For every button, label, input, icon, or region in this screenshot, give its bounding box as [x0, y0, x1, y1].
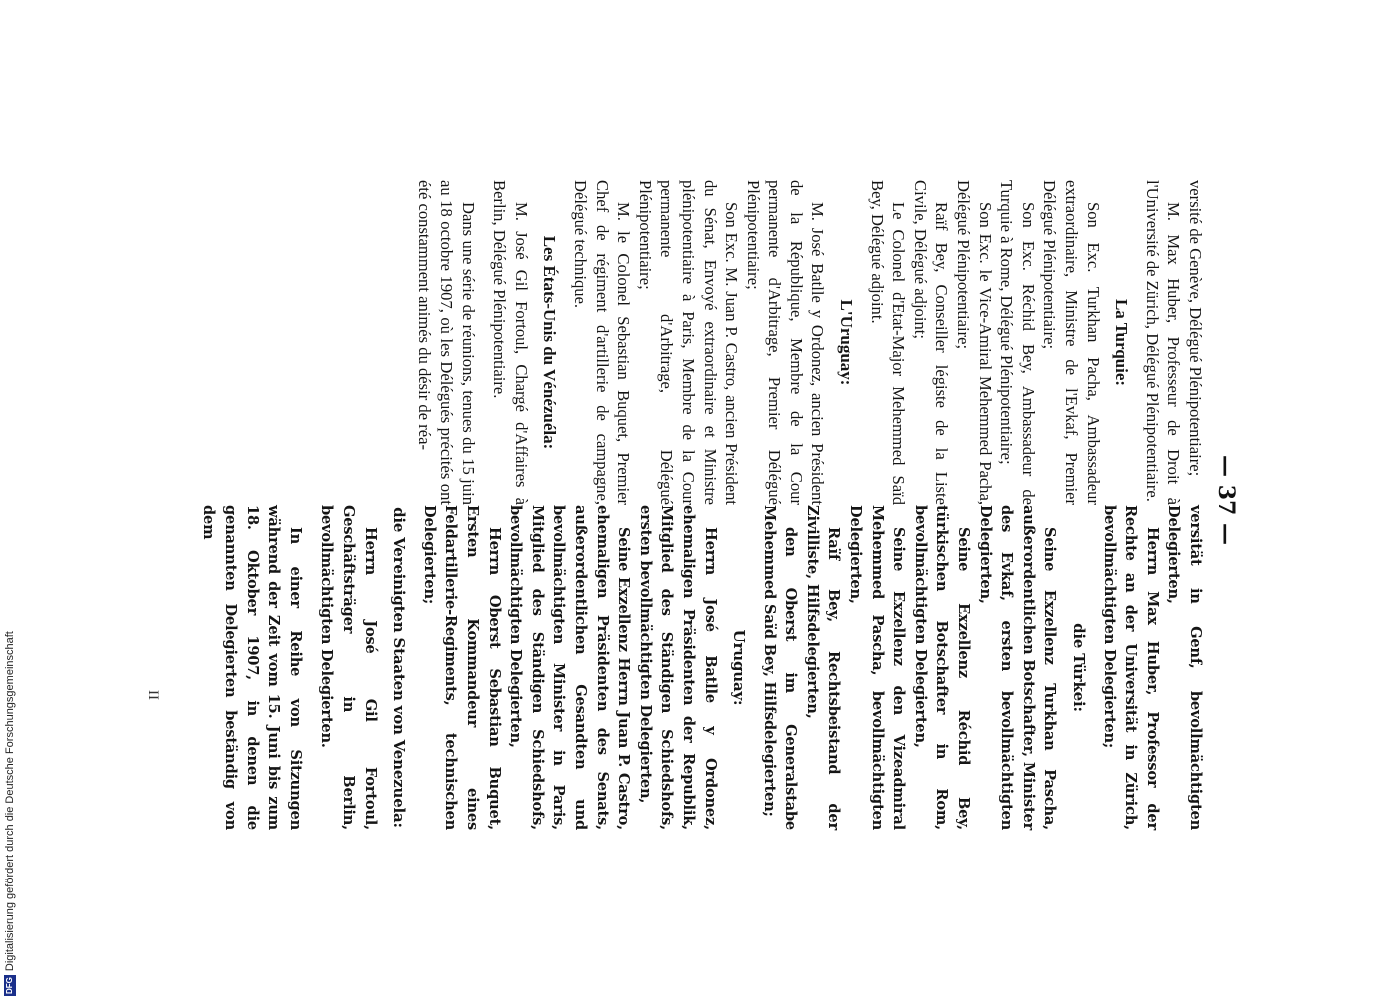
paragraph: Son Exc. le Vice-Amiral Mehemmed Pacha, Délégué Plénipotentiaire; [954, 180, 995, 505]
german-column [198, 505, 1206, 830]
paragraph: Seine Exzellenz Herrn Juan P. Castro, ehemaligen Präsidenten des Senats, außerordentlichen Gesandten und bevollmächtigten Minister in Paris, Mitglied des Ständigen Schiedshofs, bevollmächtigten Delegierten, [507, 505, 633, 830]
paragraph: Raïf Bey, Conseiller légiste de la Liste Civile, Délégué adjoint; [910, 180, 952, 505]
section-heading-venezuela: die Vereinigten Staaten von Venezuela: [390, 507, 409, 828]
paragraph: versität in Genf, bevollmächtigten Delegierten, [1165, 505, 1204, 830]
paragraph: Seine Exzellenz Réchid Bey, türkischen Botschafter in Rom, bevollmächtigten Delegierten, [911, 505, 973, 830]
page-number: — 37 — [1213, 455, 1239, 545]
paragraph: Son Exc. Turkhan Pacha, Ambassadeur extraordinaire, Ministre de l'Evkaf, Premier Délégué Plénipotentiaire; [1040, 180, 1103, 505]
paragraph: M. le Colonel Sebastian Buquet, Premier Chef de régiment d'artillerie de campagne, Délégué technique. [570, 180, 634, 505]
section-heading-turkei: die Türkei: [1070, 623, 1089, 712]
paragraph: versité de Genève, Délégué Plénipotentiaire; [1186, 180, 1205, 477]
paragraph: Herrn José Gil Fortoul, Geschäftsträger in Berlin, bevollmächtigten Delegierten. [318, 505, 379, 830]
paragraph: Seine Exzellenz Turkhan Pascha, außerordentlichen Botschafter, Minister des Evkaf, ersten bevollmächtigten Delegierten, [976, 505, 1059, 831]
paragraph: Son Exc. M. Juan P. Castro, ancien Président du Sénat, Envoyé extraordinaire et Ministre plénipotentiaire à Paris, Membre de la Cour permanente d'Arbitrage, Délégué Plénipotentiaire; [635, 180, 742, 505]
paragraph: Herrn Max Huber, Professor der Rechte an der Universität in Zürich, bevollmächtigten Delegierten; [1100, 505, 1161, 830]
paragraph: M. José Batlle y Ordonez, ancien Président de la République, Membre de la Cour permanente d'Arbitrage, Premier Délégué Plénipotentiaire; [743, 180, 828, 505]
paragraph: M. José Gil Fortoul, Chargé d'Affaires à Berlin, Délégué Plénipotentiaire. [490, 180, 531, 505]
paragraph: Dans une série de réunions, tenues du 15 juin au 18 octobre 1907, où les Délégués précités ont été constamment animés du désir de réa- [415, 180, 478, 505]
paragraph: Herrn José Batlle y Ordonez, ehemaligen Präsidenten der Republik, Mitglied des Ständigen Schiedshofs, ersten bevollmächtigten Delegierten, [636, 505, 719, 830]
paragraph: In einer Reihe von Sitzungen während der Zeit vom 15. Juni bis zum 18. Oktober 1907, in denen die genannten Delegierten beständig von dem [200, 505, 304, 830]
paragraph: M. Max Huber, Professeur de Droit à l'Université de Zürich, Délégué Plénipotentiaire. [1142, 180, 1184, 505]
paragraph: Seine Exzellenz den Vizeadmiral Mehemmed Pascha, bevollmächtigten Delegierten, [847, 505, 908, 830]
french-column [414, 180, 1206, 505]
section-heading-venezuela: Les États-Unis du Vénézuéla: [540, 235, 560, 450]
paragraph: Le Colonel d'Etat-Major Mehemmed Saïd Bey, Délégué adjoint. [867, 180, 909, 505]
footer-text: Digitalisierung gefördert durch die Deutsche Forschungsgemeinschaft [4, 631, 16, 972]
digitization-footer [4, 631, 16, 996]
section-heading-turquie: La Turquie: [1112, 298, 1132, 387]
signature-mark: II [145, 690, 161, 700]
paragraph: Herrn Oberst Sebastian Buquet, Ersten Kommandeur eines Feldartillerie-Regiments, technischen Delegierten; [420, 505, 503, 830]
paragraph: Son Exc. Réchid Bey, Ambassadeur de Turquie à Rome, Délégué Plénipotentiaire; [997, 180, 1038, 505]
section-heading-uruguay: Uruguay: [730, 629, 749, 706]
paragraph: den Oberst im Generalstabe Mehemmed Saïd Bey, Hilfsdelegierten; [760, 505, 800, 830]
section-heading-uruguay: L'Uruguay: [837, 299, 857, 386]
paragraph: Raïf Bey, Rechtsbeistand der Zivilliste, Hilfsdelegierten, [803, 505, 843, 830]
dfg-logo-icon: DFG [5, 977, 14, 994]
